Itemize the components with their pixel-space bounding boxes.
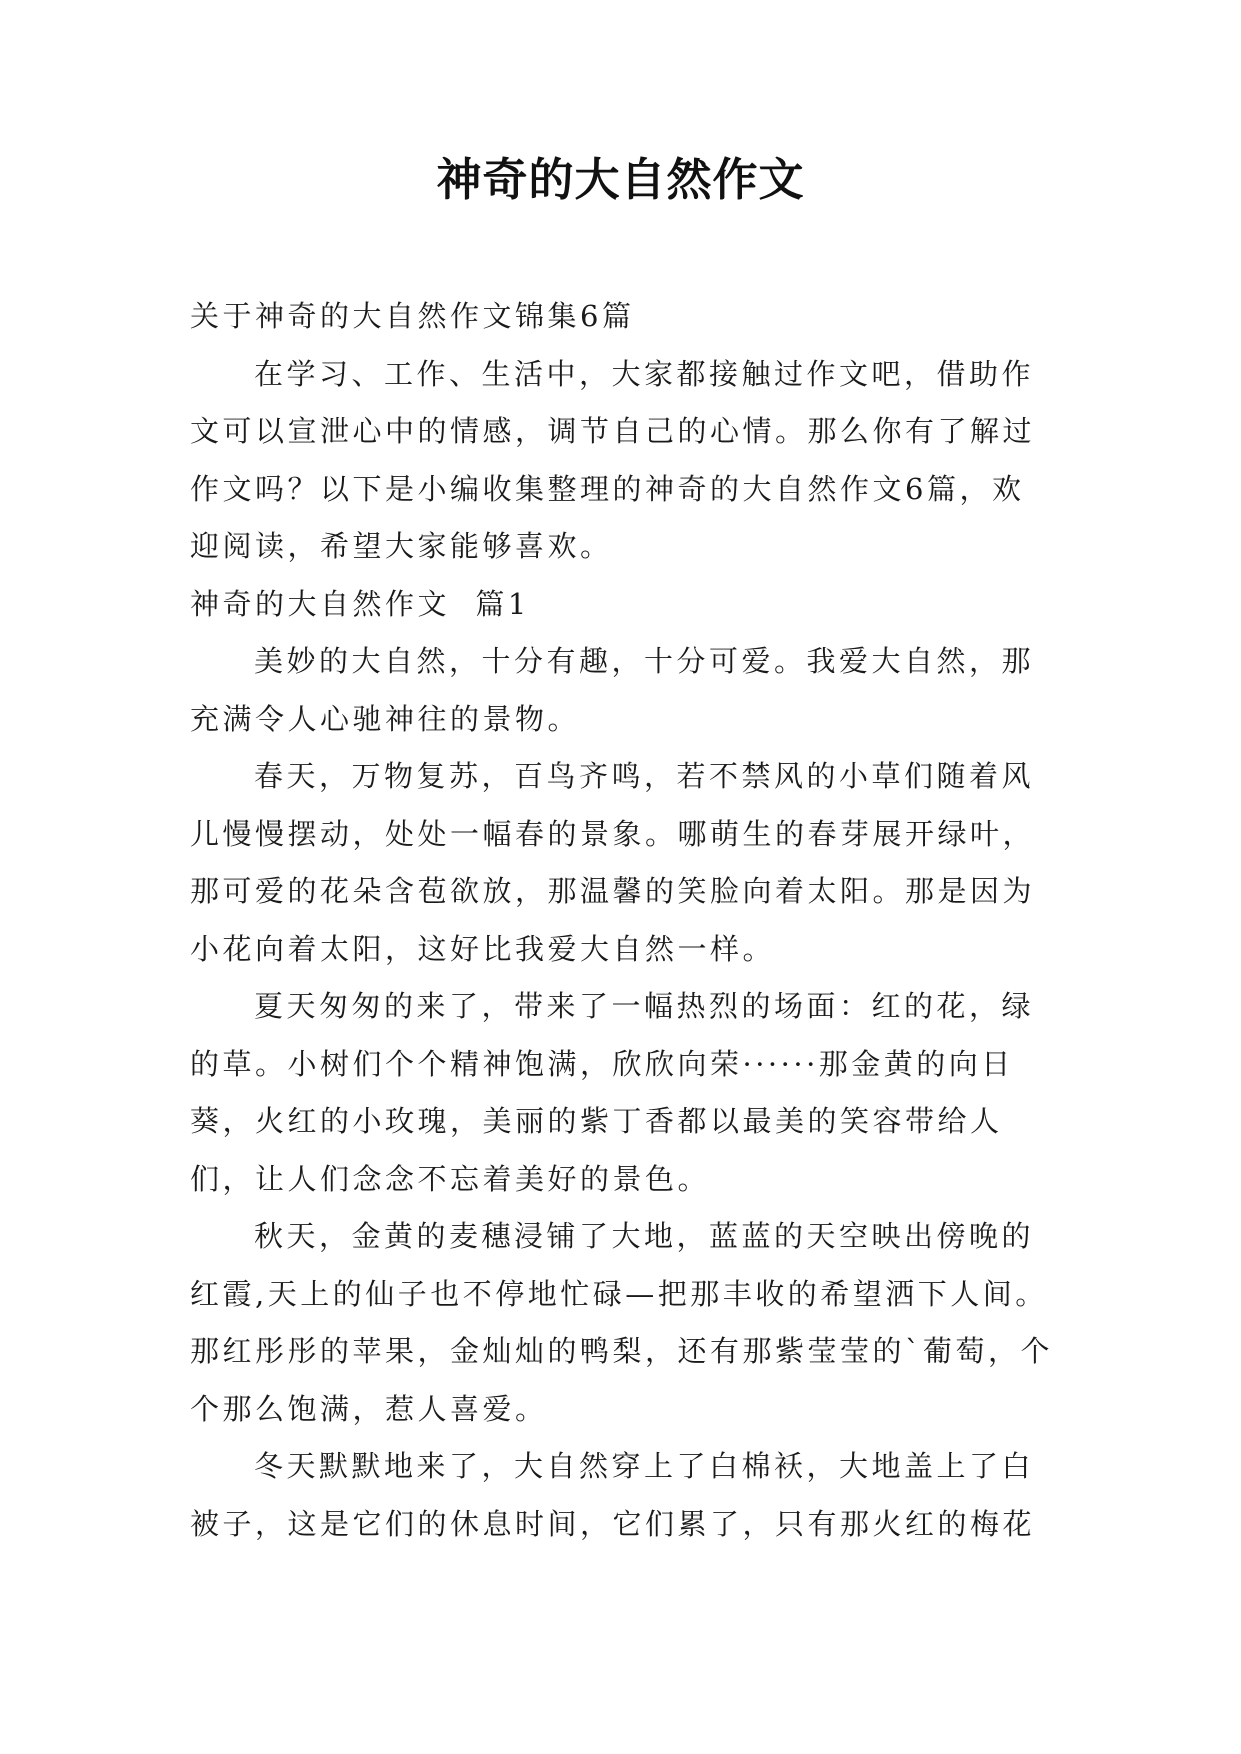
page-title: 神奇的大自然作文: [436, 153, 805, 206]
paragraph: 春天，万物复苏，百鸟齐鸣，若不禁风的小草们随着风儿慢慢摆动，处处一幅春的景象。哪萌生的春芽展开绿叶，那可爱的花朵含苞欲放，那温馨的笑脸向着太阳。那是因为小花向着太阳，这好比我爱大自然一样。: [190, 759, 1036, 966]
paragraph: 美妙的大自然，十分有趣，十分可爱。我爱大自然，那充满令人心驰神往的景物。: [190, 644, 1035, 736]
paragraph: 冬天默默地来了，大自然穿上了白棉袄，大地盖上了白被子，这是它们的休息时间，它们累了，只有那火红的梅花: [190, 1449, 1036, 1541]
paragraph: 夏天匆匆的来了，带来了一幅热烈的场面：红的花，绿的草。小树们个个精神饱满，欣欣向荣······那金黄的向日葵，火红的小玫瑰，美丽的紫丁香都以最美的笑容带给人们，让人们念念不忘着美好的景色。: [190, 989, 1035, 1196]
paragraph: 秋天，金黄的麦穗浸铺了大地，蓝蓝的天空映出傍晚的红霞,天上的仙子也不停地忙碌—把那丰收的希望洒下人间。那红彤彤的苹果，金灿灿的鸭梨，还有那紫莹莹的`葡萄，个个那么饱满，惹人喜爱。: [190, 1219, 1054, 1426]
document-body: [190, 288, 1054, 1553]
section-heading: 神奇的大自然作文 篇1: [190, 586, 530, 621]
intro-paragraph: 在学习、工作、生活中，大家都接触过作文吧，借助作文可以宣泄心中的情感，调节自己的心情。那么你有了解过作文吗？以下是小编收集整理的神奇的大自然作文6篇，欢迎阅读，希望大家能够喜欢。: [190, 356, 1036, 563]
document-subtitle: 关于神奇的大自然作文锦集6篇: [190, 299, 635, 333]
